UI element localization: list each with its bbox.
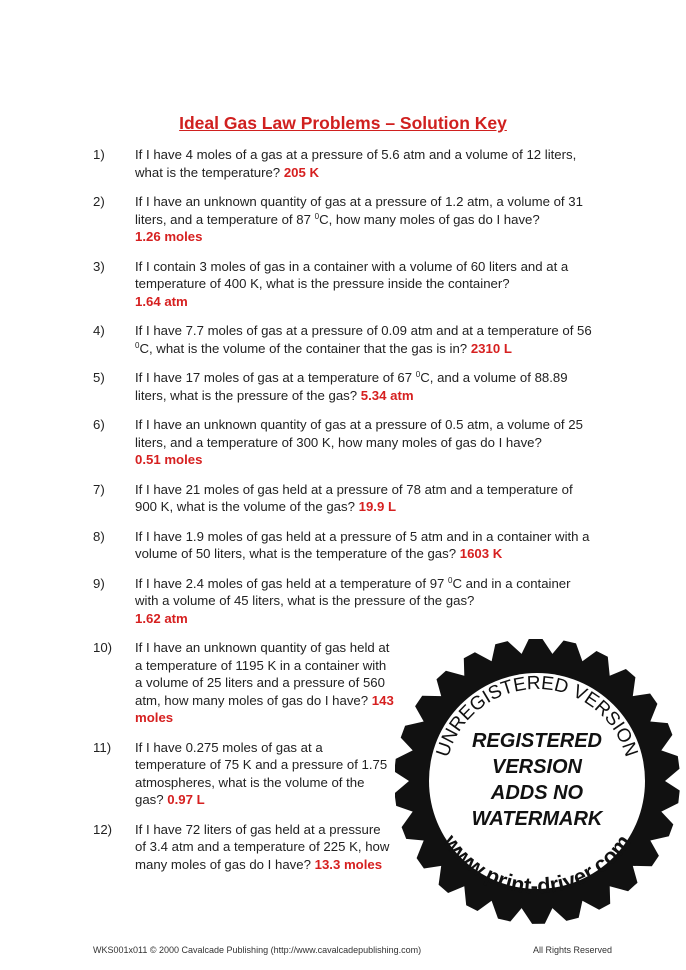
problem-text: [135, 322, 595, 357]
question-text: If I have an unknown quantity of gas at a pressure of 0.5 atm, a volume of 25 liters, and a temperature of 300 K, how many moles of gas do I have?: [135, 417, 583, 450]
question-text: If I have an unknown quantity of gas held at a temperature of 1195 K in a container with a volume of 25 liters and a pressure of 560 atm, how many moles of gas do I have?: [135, 640, 390, 708]
problem-text: [135, 639, 595, 727]
problem-item: [93, 528, 683, 563]
problem-number: 2): [93, 194, 105, 209]
problem-item: [93, 322, 683, 357]
problem-text: [135, 258, 595, 311]
answer: 2310 L: [470, 340, 512, 356]
problem-text: [135, 369, 595, 404]
stamp-arc-bottom: www.print-driver.com: [438, 829, 636, 899]
problem-number: 5): [93, 370, 105, 385]
problem-item: [93, 575, 683, 628]
problem-item: [93, 416, 683, 469]
degree-superscript: 0: [448, 575, 453, 585]
problem-text: [135, 528, 595, 563]
question-text: C and in a container with a volume of 45 liters, what is the pressure of the gas?: [135, 575, 571, 608]
question-text: C, and a volume of 88.89 liters, what is the pressure of the gas?: [135, 370, 568, 403]
stamp-line: ADDS NO: [490, 782, 584, 804]
page-title: Ideal Gas Law Problems – Solution Key: [179, 113, 507, 133]
problem-number: 12): [93, 821, 113, 837]
problem-text: [135, 739, 595, 809]
problem-text: [135, 821, 595, 874]
problem-text: [135, 146, 595, 181]
answer: 19.9 L: [358, 499, 396, 514]
stamp-arc-top: UNREGISTERED VERSION: [432, 672, 642, 760]
problem-number: 3): [93, 258, 105, 274]
problem-number: 9): [93, 575, 105, 591]
problem-number: 4): [93, 323, 105, 338]
answer: 205 K: [283, 164, 320, 180]
question-text: C, how many moles of gas do I have?: [319, 211, 540, 227]
stamp-line: WATERMARK: [471, 808, 603, 830]
question-text: If I have 1.9 moles of gas held at a pressure of 5 atm and in a container with a volume of 50 liters, what is the temperature of the gas?: [135, 528, 590, 561]
question-text: If I have 4 moles of a gas at a pressure of 5.6 atm and a volume of 12 liters, what is the temperature?: [135, 147, 577, 180]
degree-superscript: 0: [314, 211, 320, 221]
problem-item: [93, 258, 683, 311]
answer: 0.97 L: [167, 792, 205, 807]
degree-superscript: 0: [135, 340, 140, 350]
problem-number: 1): [93, 147, 105, 162]
problem-item: [93, 193, 683, 246]
problem-item: [93, 739, 683, 809]
problem-number: 10): [93, 640, 113, 655]
answer: 13.3 moles: [314, 856, 383, 872]
problem-text: [135, 193, 595, 246]
question-text: If I have 2.4 moles of gas held at a temperature of 97: [135, 575, 449, 591]
problem-number: 8): [93, 528, 105, 544]
problem-item: [93, 369, 683, 404]
footer: [93, 945, 613, 955]
problem-item: [93, 146, 683, 181]
degree-superscript: 0: [415, 370, 421, 379]
question-text: If I have 72 liters of gas held at a pressure of 3.4 atm and a temperature of 225 K, how many moles of gas do I have?: [135, 821, 390, 872]
problem-item: [93, 639, 683, 727]
problem-number: 7): [93, 481, 105, 497]
question-text: If I have 0.275 moles of gas at a temperature of 75 K and a pressure of 1.75 atmospheres, what is the volume of the gas?: [135, 739, 388, 807]
answer: 1.64 atm: [135, 293, 188, 309]
problem-text: [135, 481, 595, 516]
problem-list: [93, 146, 683, 927]
answer: 5.34 atm: [360, 387, 414, 403]
answer: 1603 K: [459, 546, 503, 561]
answer: 1.26 moles: [135, 229, 203, 244]
problem-text: [135, 575, 595, 628]
answer: 143 moles: [135, 692, 394, 725]
problem-item: [93, 821, 683, 874]
question-text: If I have 17 moles of gas at a temperature of 67: [135, 370, 416, 385]
question-text: If I have 7.7 moles of gas at a pressure of 0.09 atm and at a temperature of 56: [135, 323, 592, 338]
problem-number: 6): [93, 417, 105, 432]
answer: 0.51 moles: [135, 452, 203, 467]
question-text: If I have 21 moles of gas held at a pressure of 78 atm and a temperature of 900 K, what is the volume of the gas?: [135, 481, 573, 514]
answer: 1.62 atm: [135, 610, 188, 626]
question-text: If I have an unknown quantity of gas at a pressure of 1.2 atm, a volume of 31 liters, and a temperature of 87: [135, 194, 583, 227]
footer-copyright: WKS001x011 © 2000 Cavalcade Publishing (http://www.cavalcadepublishing.com): [93, 945, 422, 955]
problem-text: [135, 416, 595, 469]
question-text: C, what is the volume of the container that the gas is in?: [139, 340, 468, 356]
footer-rights: All Rights Reserved: [533, 945, 613, 955]
question-text: If I contain 3 moles of gas in a container with a volume of 60 liters and at a temperature of 400 K, what is the pressure inside the container?: [135, 258, 569, 291]
stamp-line: VERSION: [491, 756, 583, 778]
stamp-line: REGISTERED: [471, 730, 603, 752]
problem-number: 11): [93, 739, 112, 755]
problem-item: [93, 481, 683, 516]
